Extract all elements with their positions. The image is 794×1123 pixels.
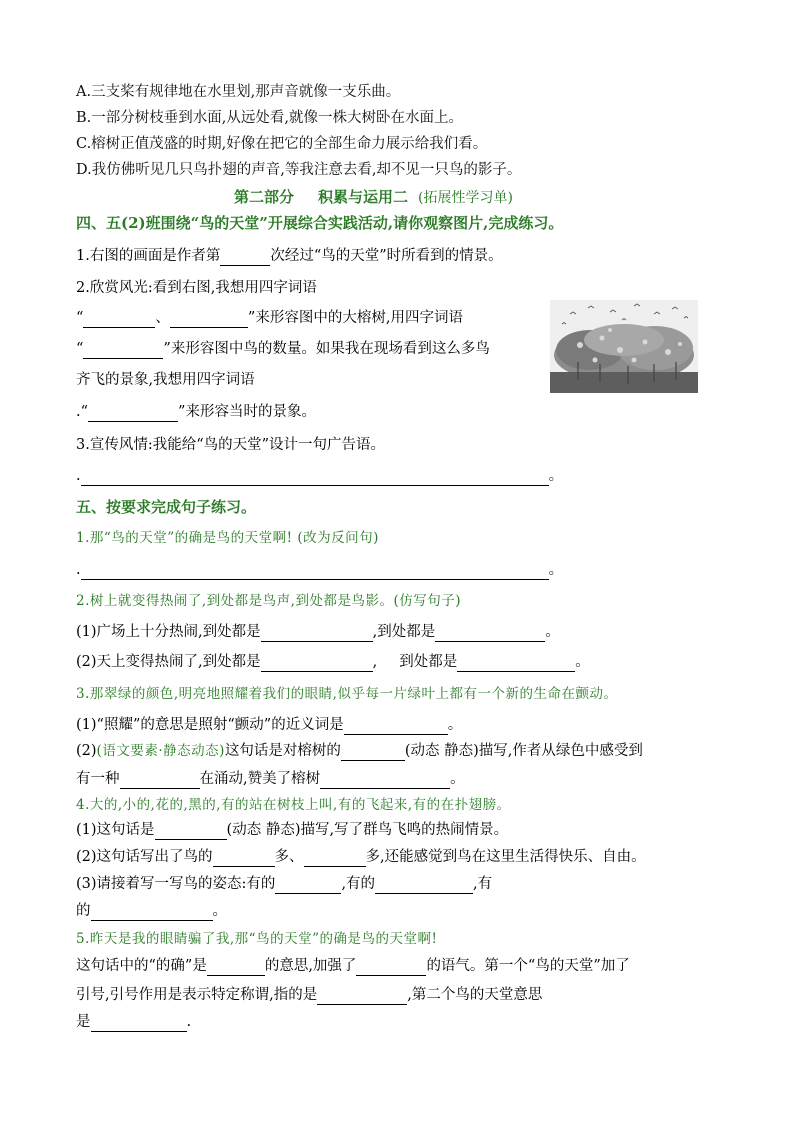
q5-s2: 2.树上就变得热闹了,到处都是鸟声,到处都是鸟影。(仿写句子) [76, 593, 461, 609]
q5-heading: 五、按要求完成句子练习。 [76, 498, 257, 516]
q5-s1: 1.那“鸟的天堂”的确是鸟的天堂啊! (改为反问句) [76, 530, 379, 546]
q5-s5-3: 是 . [76, 1014, 192, 1030]
option-c: C.榕树正值茂盛的时期,好像在把它的全部生命力展示给我们看。 [76, 136, 488, 152]
banyan-tree-illustration [550, 300, 698, 393]
q5-s4-2: (2)这句话写出了鸟的 多、 多,还能感觉到鸟在这里生活得快乐、自由。 [76, 849, 646, 865]
q5-s3-1: (1)“照耀”的意思是照射“颤动”的近义词是 。 [76, 717, 463, 733]
section-title-right: 积累与运用二 [318, 188, 409, 206]
blank-scene-word[interactable] [88, 405, 178, 422]
blank-bird-count-word[interactable] [83, 342, 163, 359]
q5-s4: 4.大的,小的,花的,黑的,有的站在树枝上叫,有的飞起来,有的在扑翅膀。 [76, 797, 511, 813]
q4-heading: 四、五(2)班围绕“鸟的天堂”开展综合实践活动,请你观察图片,完成练习。 [76, 214, 564, 232]
q5-s2-1: (1)广场上十分热闹,到处都是 ,到处都是 。 [76, 624, 560, 640]
q5-s4-4: 的 。 [76, 903, 227, 919]
q5-s3-2: (2)(语文要素·静态动态)这句话是对榕树的 (动态 静态)描写,作者从绿色中感受到 [76, 743, 643, 759]
q4-line-5: 齐飞的景象,我想用四字词语 [76, 372, 255, 388]
q5-s5-2: 引号,引号作用是表示特定称谓,指的是 ,第二个鸟的天堂意思 [76, 987, 543, 1003]
q5-s4-3: (3)请接着写一写鸟的姿态:有的 ,有的 ,有 [76, 876, 493, 892]
blank-visit-count[interactable] [220, 249, 270, 266]
q5-s4-1: (1)这句话是 (动态 静态)描写,写了群鸟飞鸣的热闹情景。 [76, 822, 509, 838]
blank-first-bird-heaven[interactable] [317, 988, 407, 1005]
blank-square-2[interactable] [435, 625, 545, 642]
blank-posture-3[interactable] [91, 904, 213, 921]
section-title-left: 第二部分 [234, 188, 295, 206]
banyan-tree-photo [550, 300, 698, 393]
blank-synonym[interactable] [344, 718, 448, 735]
blank-bird-many-2[interactable] [304, 850, 366, 867]
q4-line-6: .“ ”来形容当时的景象。 [76, 404, 316, 420]
q4-line-4: “ ”来形容图中鸟的数量。如果我在现场看到这么多鸟 [76, 341, 490, 357]
blank-second-bird-heaven[interactable] [91, 1015, 187, 1032]
blank-tone[interactable] [356, 959, 426, 976]
q5-s5-1: 这句话中的“的确”是 的意思,加强了 的语气。第一个“鸟的天堂”加了 [76, 958, 630, 974]
q5-s2-2: (2)天上变得热闹了,到处都是 , 到处都是 。 [76, 654, 590, 670]
q5-s1-answer: . 。 [76, 562, 564, 578]
q4-line-3: “ 、 ”来形容图中的大榕树,用四字词语 [76, 310, 463, 326]
blank-tree-word-2[interactable] [170, 311, 248, 328]
blank-posture-2[interactable] [375, 877, 473, 894]
option-d: D.我仿佛听见几只鸟扑翅的声音,等我注意去看,却不见一只鸟的影子。 [76, 162, 522, 178]
blank-bird-many-1[interactable] [213, 850, 275, 867]
blank-praise[interactable] [320, 772, 450, 789]
blank-rhetorical-question[interactable] [81, 563, 549, 580]
q4-line-8: . 。 [76, 468, 564, 484]
q4-line-2: 2.欣赏风光:看到右图,我想用四字词语 [76, 280, 317, 296]
blank-posture-1[interactable] [275, 877, 341, 894]
language-element-tag: (语文要素·静态动态) [96, 743, 225, 759]
q5-s3-3: 有一种 在涌动,赞美了榕树 。 [76, 771, 465, 787]
blank-slogan[interactable] [81, 469, 549, 486]
q5-s5: 5.昨天是我的眼睛骗了我,那“鸟的天堂”的确是鸟的天堂啊! [76, 931, 438, 947]
blank-meaning-diqu[interactable] [207, 959, 265, 976]
blank-tree-word-1[interactable] [83, 311, 155, 328]
q5-s3: 3.那翠绿的颜色,明亮地照耀着我们的眼睛,似乎每一片绿叶上都有一个新的生命在颤动。 [76, 686, 618, 702]
q4-line-1: 1.右图的画面是作者第 次经过“鸟的天堂”时所看到的情景。 [76, 248, 503, 264]
blank-square-1[interactable] [261, 625, 373, 642]
blank-static-dynamic[interactable] [155, 823, 227, 840]
option-a: A.三支桨有规律地在水里划,那声音就像一支乐曲。 [76, 84, 401, 100]
option-b: B.一部分树枝垂到水面,从远处看,就像一株大树卧在水面上。 [76, 110, 463, 126]
q4-line-7: 3.宣传风情:我能给“鸟的天堂”设计一句广告语。 [76, 437, 386, 453]
blank-sky-1[interactable] [261, 655, 373, 672]
blank-sky-2[interactable] [457, 655, 575, 672]
section-subtitle: (拓展性学习单) [418, 190, 513, 206]
blank-description-type[interactable] [341, 744, 405, 761]
section-title [234, 186, 513, 207]
blank-feeling[interactable] [120, 772, 200, 789]
